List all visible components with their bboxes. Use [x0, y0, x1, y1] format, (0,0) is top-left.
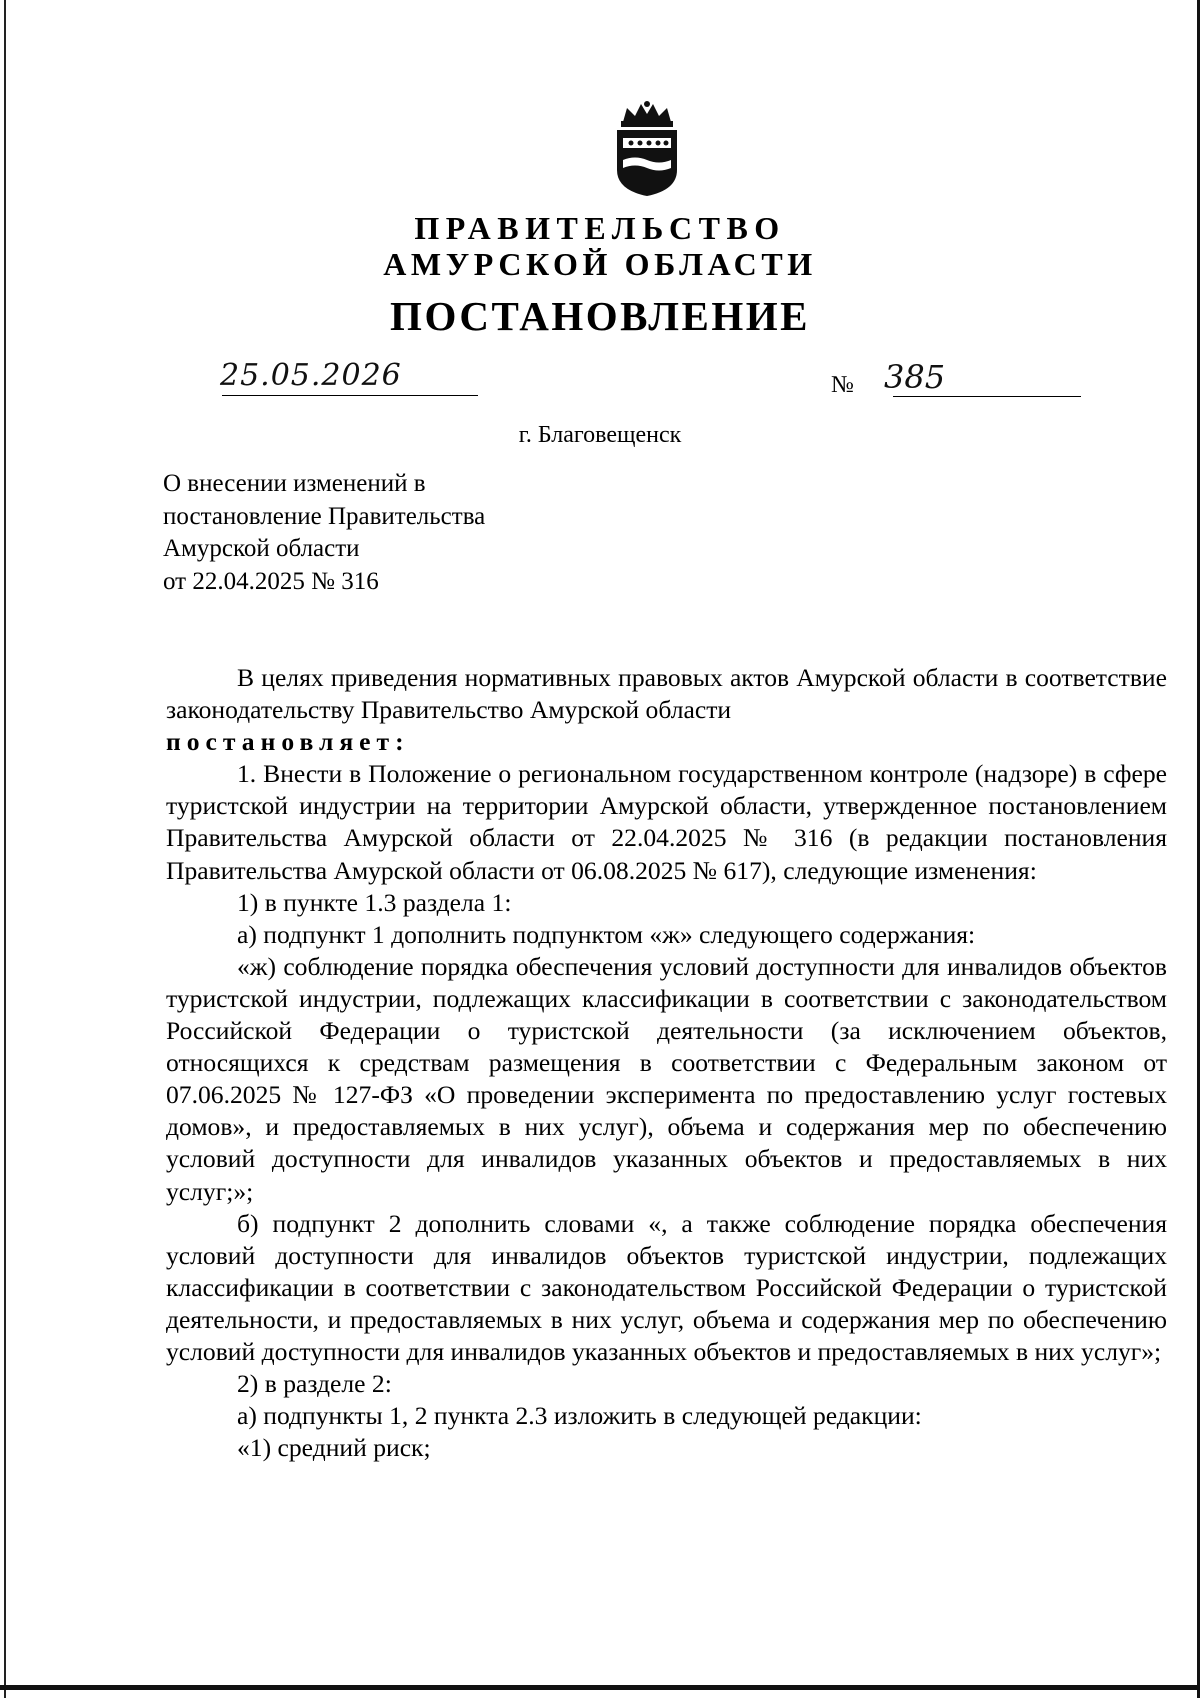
body-paragraph: а) подпункт 1 дополнить подпунктом «ж» следующего содержания: [237, 919, 976, 949]
city-name: г. Благовещенск [518, 422, 682, 448]
document-body [166, 662, 1167, 1464]
body-paragraph: 1. Внести в Положение о региональном государственном контроле (надзоре) в сфере туристской индустрии на территории Амурской области, утвержденное постановлением Правительства Амурской области от 22.04.2025 № 316 (в редакции постановления Правительства Амурской области от 06.08.2025 № 617), следующие изменения: [166, 759, 1167, 885]
handwritten-date: 25.05.2026 [220, 358, 402, 393]
subject-line: постановление Правительства [163, 502, 486, 530]
body-paragraph: 2) в разделе 2: [237, 1369, 392, 1399]
document-type-title: ПОСТАНОВЛЕНИЕ [390, 293, 810, 339]
body-paragraph: а) подпункты 1, 2 пункта 2.3 изложить в следующей редакции: [237, 1401, 922, 1431]
scan-edge-bottom [0, 1685, 1200, 1690]
subject-line: Амурской области [163, 535, 360, 562]
date-underline [222, 395, 478, 396]
number-underline [893, 396, 1081, 397]
body-paragraph: 1) в пункте 1.3 раздела 1: [237, 887, 512, 917]
body-paragraph: б) подпункт 2 дополнить словами «, а также соблюдение порядка обеспечения условий доступности для инвалидов объектов туристской индустрии, подлежащих классификации в соответствии с законодательством Российской Федерации о туристской деятельности, и предоставляемых в них услуг, объема и содержания мер по обеспечению условий доступности для инвалидов указанных объектов и предоставляемых в них услуг»; [166, 1208, 1167, 1366]
number-label: № [831, 372, 854, 398]
preamble-paragraph: В целях приведения нормативных правовых актов Амурской области в соответствие законодательству Правительство Амурской области [166, 663, 1167, 725]
subject-line: от 22.04.2025 № 316 [163, 567, 379, 595]
body-paragraph: «ж) соблюдение порядка обеспечения условий доступности для инвалидов объектов туристской индустрии, подлежащих классификации в соответствии с законодательством Российской Федерации о туристской деятельности (за исключением объектов, относящихся к средствам размещения в соответствии с Федеральным законом от 07.06.2025 № 127-ФЗ «О проведении эксперимента по предоставлению услуг гостевых домов», и предоставляемых в них услуг), объема и содержания мер по обеспечению условий доступности для инвалидов указанных объектов и предоставляемых в них услуг;»; [166, 951, 1167, 1206]
government-title-line1: ПРАВИТЕЛЬСТВО [414, 210, 786, 246]
government-title-line2: АМУРСКОЙ ОБЛАСТИ [383, 246, 817, 282]
subject-line: О внесении изменений в [163, 470, 426, 497]
resolves-keyword: постановляет: [166, 727, 410, 757]
body-paragraph: «1) средний риск; [237, 1433, 431, 1463]
handwritten-number: 385 [884, 358, 946, 396]
document-subject [163, 468, 623, 598]
amur-region-coat-of-arms-icon [607, 100, 687, 198]
